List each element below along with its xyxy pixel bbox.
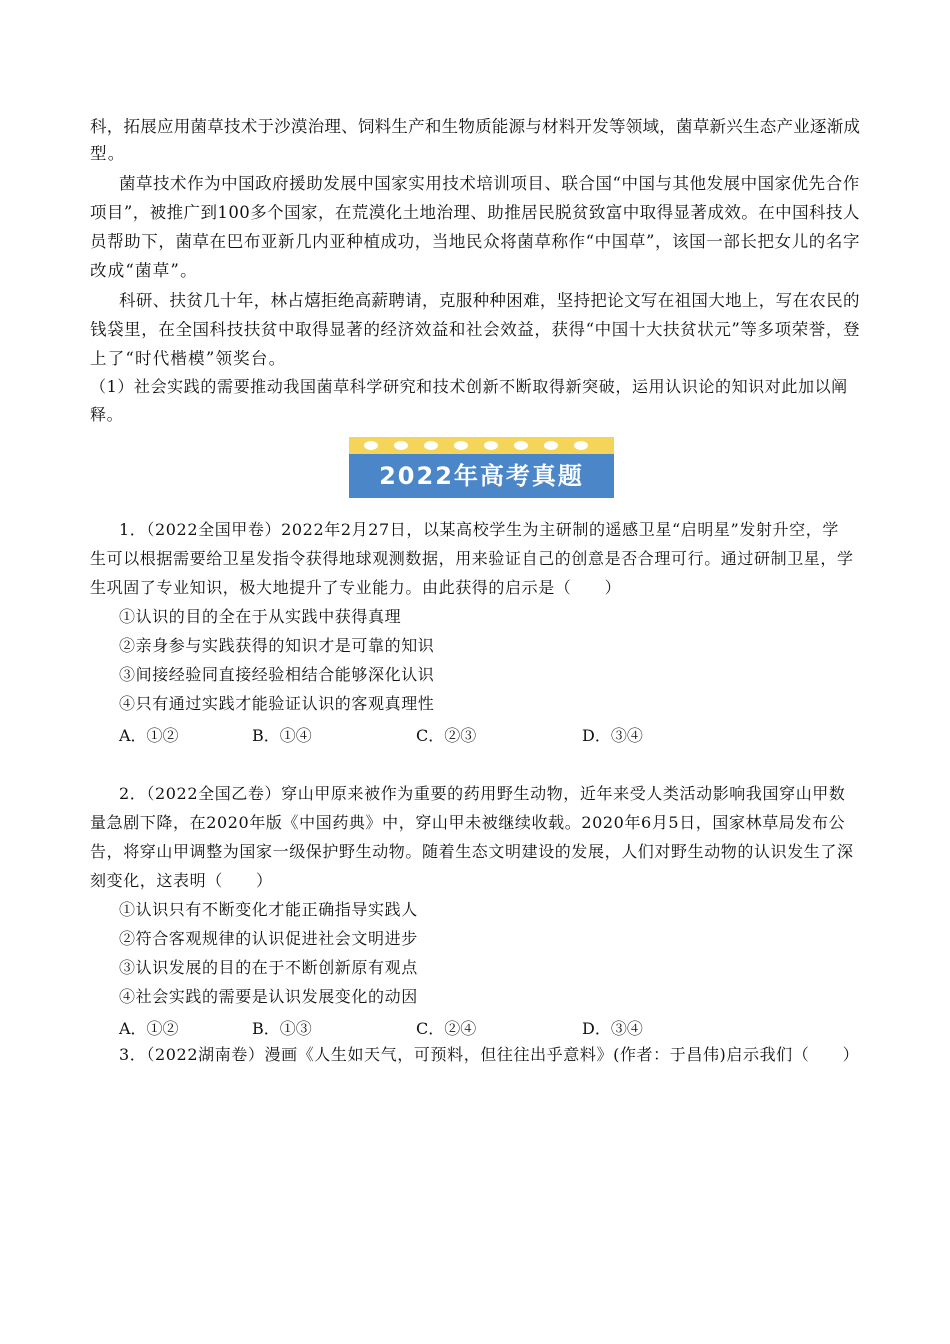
passage-line: 上了“时代楷模”领奖台。: [90, 349, 287, 368]
banner-body: [349, 454, 614, 498]
question-1-statement: ④只有通过实践才能验证认识的客观真理性: [119, 694, 435, 713]
passage-line: 项目”，被推广到100多个国家，在荒漠化土地治理、助推居民脱贫致富中取得显著成效。在中国科技人: [90, 203, 860, 222]
banner-dot: [544, 441, 558, 450]
question-1-statement: ①认识的目的全在于从实践中获得真理: [119, 607, 402, 626]
question-1-stem: 生可以根据需要给卫星发指令获得地球观测数据，用来验证自己的创意是否合理可行。通过研制卫星，学: [90, 549, 854, 568]
question-2-statement: ①认识只有不断变化才能正确指导实践人: [119, 900, 418, 919]
passage-line: 菌草技术作为中国政府援助发展中国家实用技术培训项目、联合国“中国与其他发展中国家优先合作: [119, 174, 860, 193]
question-2-statement: ③认识发展的目的在于不断创新原有观点: [119, 958, 418, 977]
passage-line: 员帮助下，菌草在巴布亚新几内亚种植成功，当地民众将菌草称作“中国草”，该国一部长把女儿的名字: [90, 232, 861, 251]
question-1-options: [119, 723, 759, 743]
question-2-statement: ②符合客观规律的认识促进社会文明进步: [119, 929, 418, 948]
banner-title: 2022年高考真题: [379, 462, 584, 490]
option-a[interactable]: A．①②: [119, 1019, 179, 1038]
question-2-stem: 2．（2022全国乙卷）穿山甲原来被作为重要的药用野生动物，近年来受人类活动影响我国穿山甲数: [119, 784, 846, 803]
question-3-stem: 3．（2022湖南卷）漫画《人生如天气，可预料，但往往出乎意料》(作者：于昌伟)启示我们（ ）: [119, 1045, 860, 1064]
question-1-stem: 1．（2022全国甲卷）2022年2月27日，以某高校学生为主研制的遥感卫星“启明星”发射升空，学: [119, 520, 839, 539]
question-1-stem: 生巩固了专业知识，极大地提升了专业能力。由此获得的启示是（ ）: [90, 578, 622, 597]
banner-dot: [514, 441, 528, 450]
option-a[interactable]: A．①②: [119, 726, 179, 745]
banner-dot: [394, 441, 408, 450]
question-2-options: [119, 1016, 759, 1036]
passage-line: 改成“菌草”。: [90, 261, 198, 280]
option-d[interactable]: D．③④: [582, 1019, 643, 1038]
banner-dot: [454, 441, 468, 450]
question-2-statement: ④社会实践的需要是认识发展变化的动因: [119, 987, 418, 1006]
banner-dot: [424, 441, 438, 450]
option-c[interactable]: C．②③: [416, 726, 477, 745]
question-2-stem: 告，将穿山甲调整为国家一级保护野生动物。随着生态文明建设的发展，人们对野生动物的认识发生了深: [90, 842, 854, 861]
section-banner: [349, 437, 614, 498]
passage-line: 钱袋里，在全国科技扶贫中取得显著的经济效益和社会效益，获得“中国十大扶贫状元”等多项荣誉，登: [90, 320, 861, 339]
sub-question-text: （1）社会实践的需要推动我国菌草科学研究和技术创新不断取得新突破，运用认识论的知识对此加以阐: [90, 377, 848, 396]
question-2-stem: 量急剧下降，在2020年版《中国药典》中，穿山甲未被继续收载。2020年6月5日，国家林草局发布公: [90, 813, 846, 832]
question-1-statement: ②亲身参与实践获得的知识才是可靠的知识: [119, 636, 435, 655]
banner-dot: [484, 441, 498, 450]
question-2-stem: 刻变化，这表明（ ）: [90, 871, 273, 890]
option-b[interactable]: B．①④: [252, 726, 312, 745]
passage-line: 型。: [90, 144, 126, 163]
option-b[interactable]: B．①③: [252, 1019, 312, 1038]
banner-dot: [364, 441, 378, 450]
question-1-statement: ③间接经验同直接经验相结合能够深化认识: [119, 665, 435, 684]
banner-dot-strip: [349, 437, 614, 454]
sub-question-text: 释。: [90, 405, 124, 424]
banner-dot: [574, 441, 588, 450]
option-d[interactable]: D．③④: [582, 726, 643, 745]
option-c[interactable]: C．②④: [416, 1019, 477, 1038]
passage-line: 科，拓展应用菌草技术于沙漠治理、饲料生产和生物质能源与材料开发等领域，菌草新兴生态产业逐渐成: [90, 117, 861, 136]
passage-line: 科研、扶贫几十年，林占熺拒绝高薪聘请，克服种种困难，坚持把论文写在祖国大地上，写在农民的: [119, 291, 860, 310]
